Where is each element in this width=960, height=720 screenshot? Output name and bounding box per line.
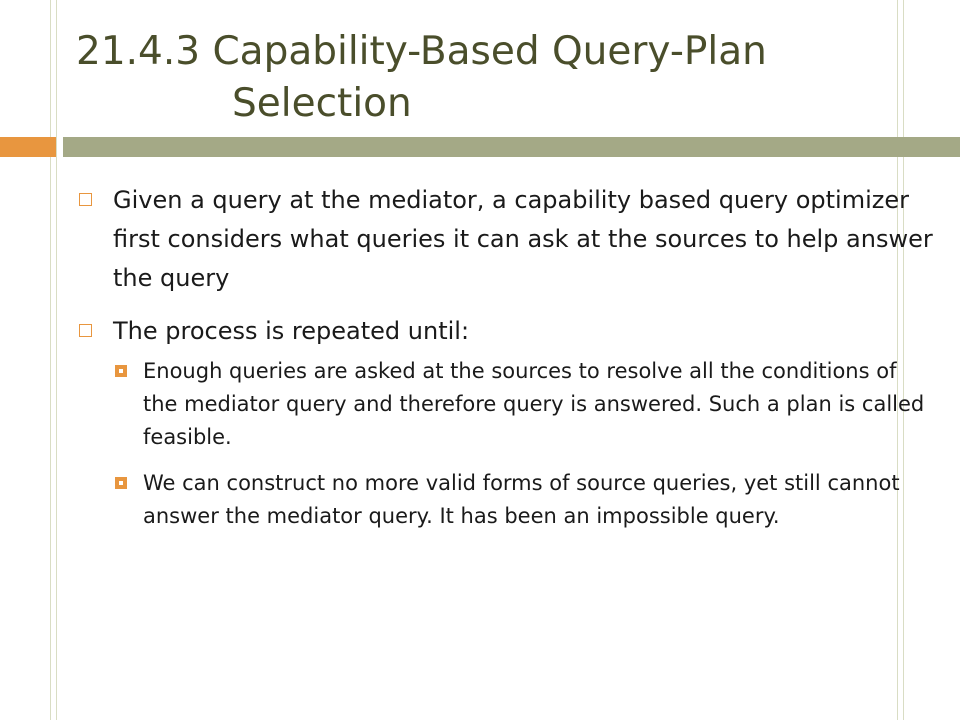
sub-bullet-text: Enough queries are asked at the sources to resolve all the conditions of the mediator query and therefore query is answered. Such a plan is called feasible. [143,359,925,449]
filled-square-bullet-icon [115,477,127,489]
slide-title-line1: 21.4.3 Capability-Based Query-Plan [76,29,767,74]
sub-bullet-item [113,467,936,533]
filled-square-bullet-icon [115,365,127,377]
decorative-line [56,0,57,720]
title-accent-bar-green [63,137,960,157]
slide-title [76,26,936,130]
bullet-list [76,181,936,547]
sub-bullet-list [113,355,936,533]
square-bullet-icon [79,193,92,206]
title-accent-bar-orange [0,137,56,157]
bullet-item [76,181,936,298]
sub-bullet-item [113,355,936,454]
sub-bullet-text: We can construct no more valid forms of source queries, yet still cannot answer the mediator query. It has been an impossible query. [143,471,900,528]
slide-title-line2: Selection [232,81,412,126]
square-bullet-icon [79,324,92,337]
decorative-line [50,0,51,720]
bullet-text: Given a query at the mediator, a capability based query optimizer first considers what queries it can ask at the sources to help answer the query [113,186,933,292]
bullet-text: The process is repeated until: [113,317,470,345]
bullet-item [76,312,936,533]
